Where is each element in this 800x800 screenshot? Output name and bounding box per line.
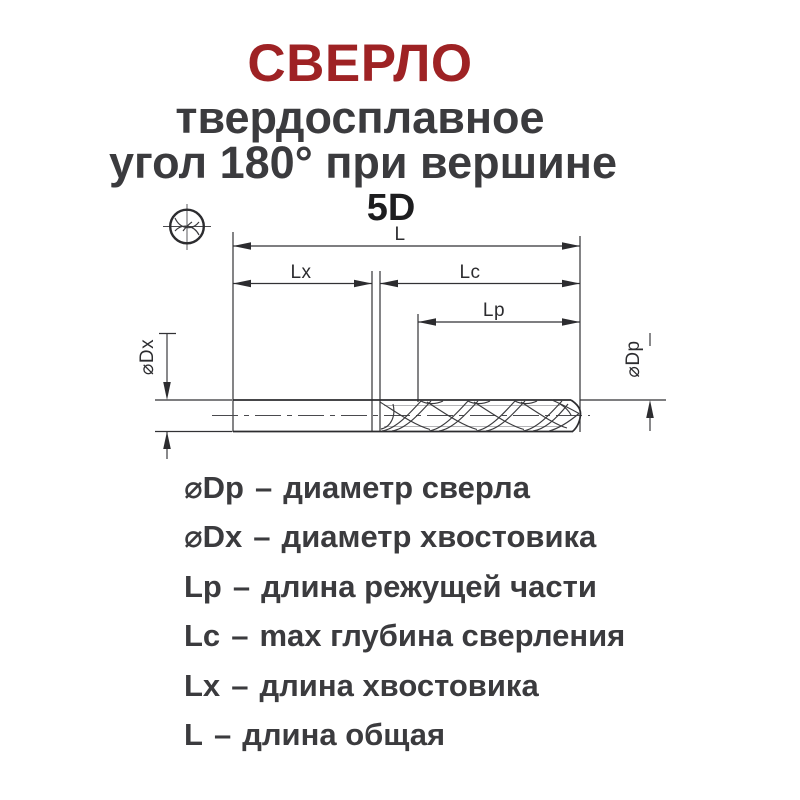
legend-item-lx (184, 661, 625, 711)
label-L: L (394, 224, 406, 245)
dimension-total-length (233, 224, 580, 250)
legend-term: ⌀Dx (184, 519, 243, 555)
label-Lx: Lx (290, 262, 312, 283)
drill-end-view-icon (163, 204, 211, 250)
legend-separator: – (213, 717, 232, 753)
label-Lc: Lc (459, 262, 481, 283)
legend-term: Lc (184, 618, 221, 654)
page-title: СВЕРЛО (247, 34, 473, 93)
legend-description: длина общая (242, 717, 446, 753)
legend-item-l (184, 711, 625, 761)
legend-item-dp (184, 463, 625, 513)
legend-separator: – (231, 618, 249, 654)
legend-separator: – (255, 469, 273, 505)
subtitle-material: твердосплавное (175, 92, 545, 143)
extension-lines (233, 232, 580, 432)
dimension-shank-diameter (137, 334, 232, 460)
legend-term: L (184, 717, 203, 753)
legend-description: длина режущей части (261, 568, 597, 604)
series-label-5d: 5D (366, 187, 416, 229)
drill-body (212, 400, 590, 432)
label-Dp: ⌀Dp (623, 340, 644, 378)
legend-separator: – (232, 568, 251, 604)
dimension-shank-length (233, 262, 372, 287)
legend-item-dx (184, 513, 625, 563)
legend-description: max глубина сверления (259, 618, 626, 654)
legend-separator: – (253, 519, 271, 555)
dimension-cutting-length (418, 300, 580, 326)
dimension-max-drilling-depth (380, 262, 580, 287)
legend-term: Lp (184, 568, 222, 604)
legend-description: длина хвостовика (259, 667, 539, 703)
legend-item-lc (184, 612, 625, 662)
legend-description: диаметр хвостовика (281, 519, 597, 555)
legend-separator: – (231, 667, 249, 703)
legend-item-lp (184, 562, 625, 612)
label-Lp: Lp (482, 300, 506, 321)
legend (184, 463, 625, 760)
dimension-drill-diameter (580, 333, 666, 431)
legend-term: ⌀Dp (184, 469, 244, 505)
label-Dx: ⌀Dx (137, 338, 158, 376)
legend-term: Lx (184, 667, 221, 703)
subtitle-point-angle: угол 180° при вершине (108, 137, 617, 188)
legend-description: диаметр сверла (283, 469, 530, 505)
